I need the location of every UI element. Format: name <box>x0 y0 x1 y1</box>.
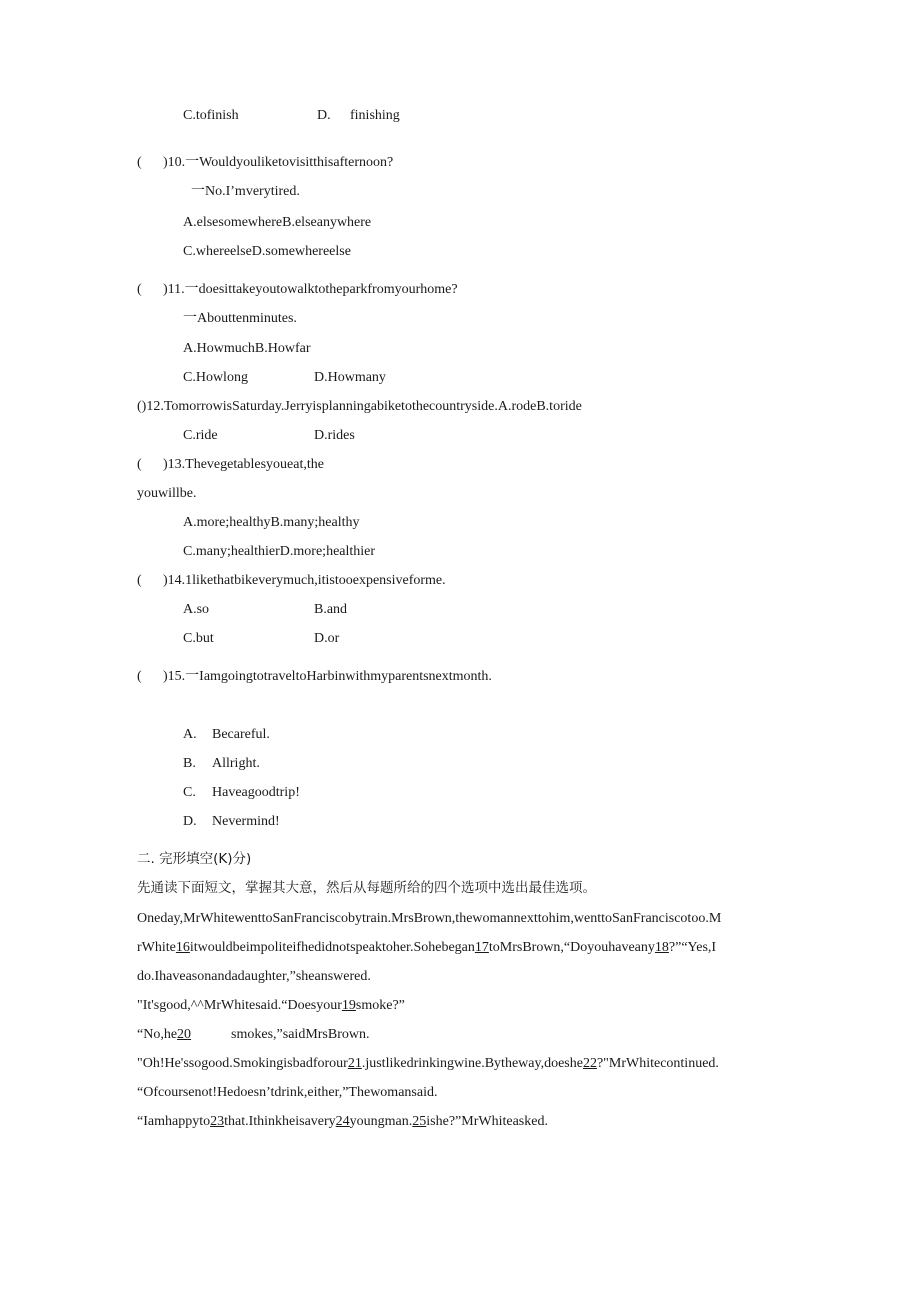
passage-line-3: do.Ihaveasonandadaughter,”sheanswered. <box>137 969 371 984</box>
q14-option-a: A.so <box>183 602 210 617</box>
q15-option-letter: C. <box>183 785 196 800</box>
passage-line-7: “Ofcoursenot!Hedoesn’tdrink,either,”Thewomansaid. <box>137 1085 438 1100</box>
q14-option-d: D.or <box>314 631 340 646</box>
passage-text: .justlikedrinkingwine.Bytheway,doeshe <box>361 1056 583 1071</box>
passage-line-8 <box>137 1113 548 1131</box>
q14-option-b: B.and <box>314 602 348 617</box>
q9-option-d <box>317 107 400 125</box>
answer-paren: ( <box>137 155 142 170</box>
answer-paren: ( <box>137 669 142 684</box>
passage-text: rWhite <box>137 940 176 955</box>
q15-stem-text: )15.一IamgoingtotraveltoHarbinwithmyparentsnextmonth. <box>163 669 492 684</box>
q12-option-d: D.rides <box>314 428 355 443</box>
passage-text: "Oh!He'ssogood.Smokingisbadforour <box>137 1056 348 1071</box>
q9-option-d-letter: D. <box>317 108 331 123</box>
passage-line-2 <box>137 939 716 957</box>
q14-option-c: C.but <box>183 631 214 646</box>
passage-text: “No,he <box>137 1027 178 1042</box>
answer-paren: ( <box>137 457 142 472</box>
passage-text: toMrsBrown,“Doyouhaveany <box>488 940 655 955</box>
q14-stem <box>137 572 446 590</box>
q15-option-letter: A. <box>183 727 197 742</box>
passage-text: “Iamhappyto <box>137 1114 211 1129</box>
q11-stem-text: )11.一doesittakeyoutowalktotheparkfromyourhome? <box>163 282 458 297</box>
passage-text: itwouldbeimpoliteifhedidnotspeaktoher.Sohebegan <box>189 940 475 955</box>
passage-text: ishe?”MrWhiteasked. <box>426 1114 548 1129</box>
q10-options-ab: A.elsesomewhereB.elseanywhere <box>183 215 372 230</box>
section-instruction: 先通读下面短文，掌握其大意，然后从每题所给的四个选项中选出最佳选项。 <box>137 880 596 896</box>
q11-option-d: D.Howmany <box>314 370 386 385</box>
q15-option-a <box>183 726 270 744</box>
answer-paren: ( <box>137 282 142 297</box>
q15-option-letter: D. <box>183 814 197 829</box>
q13-stem <box>137 456 324 474</box>
q10-reply: 一No.I’mverytired. <box>191 184 300 199</box>
blank-19: 19 <box>341 998 356 1013</box>
q11-option-c: C.Howlong <box>183 370 248 385</box>
q15-option-text: Nevermind! <box>212 814 280 829</box>
q13-options-cd: C.many;healthierD.more;healthier <box>183 544 376 559</box>
q13-stem-text: )13.Thevegetablesyoueat,the <box>163 457 324 472</box>
q11-stem <box>137 281 458 299</box>
q15-option-d <box>183 813 280 831</box>
q13-options-ab: A.more;healthyB.many;healthy <box>183 515 360 530</box>
blank-20: 20 <box>177 1027 192 1042</box>
q11-reply: 一Abouttenminutes. <box>183 311 297 326</box>
passage-text: smokes,”saidMrsBrown. <box>231 1027 370 1042</box>
q15-stem <box>137 668 492 686</box>
passage-text: youngman. <box>349 1114 413 1129</box>
q9-option-c: C.tofinish <box>183 108 239 123</box>
section-heading: 二. 完形填空(K)分) <box>137 851 252 867</box>
passage-line-1: Oneday,MrWhitewenttoSanFranciscobytrain.MrsBrown,thewomannexttohim,wenttoSanFranciscotoo.M <box>137 911 722 926</box>
passage-line-5 <box>137 1026 369 1044</box>
blank-18: 18 <box>654 940 669 955</box>
q9-option-d-text: finishing <box>350 108 400 123</box>
q15-option-b <box>183 755 260 773</box>
q10-stem <box>137 154 393 172</box>
q15-option-text: Allright. <box>212 756 260 771</box>
passage-text: that.Ithinkheisavery <box>224 1114 336 1129</box>
passage-text: "It'sgood,^^MrWhitesaid.“Doesyour <box>137 998 342 1013</box>
passage-text: ?”“Yes,I <box>668 940 717 955</box>
q14-stem-text: )14.1likethatbikeverymuch,itistooexpensiveforme. <box>163 573 446 588</box>
passage-line-6 <box>137 1055 719 1073</box>
blank-24: 24 <box>335 1114 350 1129</box>
passage-text: smoke?” <box>355 998 405 1013</box>
answer-paren: ( <box>137 573 142 588</box>
q15-option-text: Becareful. <box>212 727 270 742</box>
q13-stem-continued: youwillbe. <box>137 486 197 501</box>
q15-option-text: Haveagoodtrip! <box>212 785 300 800</box>
passage-text: ?"MrWhitecontinued. <box>596 1056 719 1071</box>
q12-option-c: C.ride <box>183 428 218 443</box>
blank-23: 23 <box>210 1114 225 1129</box>
blank-21: 21 <box>347 1056 362 1071</box>
blank-25: 25 <box>412 1114 427 1129</box>
q10-stem-text: )10.一Wouldyouliketovisitthisafternoon? <box>163 155 394 170</box>
blank-17: 17 <box>474 940 489 955</box>
q15-option-letter: B. <box>183 756 196 771</box>
q11-options-ab: A.HowmuchB.Howfar <box>183 341 311 356</box>
q12-stem: ()12.TomorrowisSaturday.Jerryisplanningabiketothecountryside.A.rodeB.toride <box>137 399 582 414</box>
blank-22: 22 <box>582 1056 597 1071</box>
blank-16: 16 <box>175 940 190 955</box>
q10-options-cd: C.whereelseD.somewhereelse <box>183 244 351 259</box>
q15-option-c <box>183 784 300 802</box>
passage-line-4 <box>137 997 405 1015</box>
